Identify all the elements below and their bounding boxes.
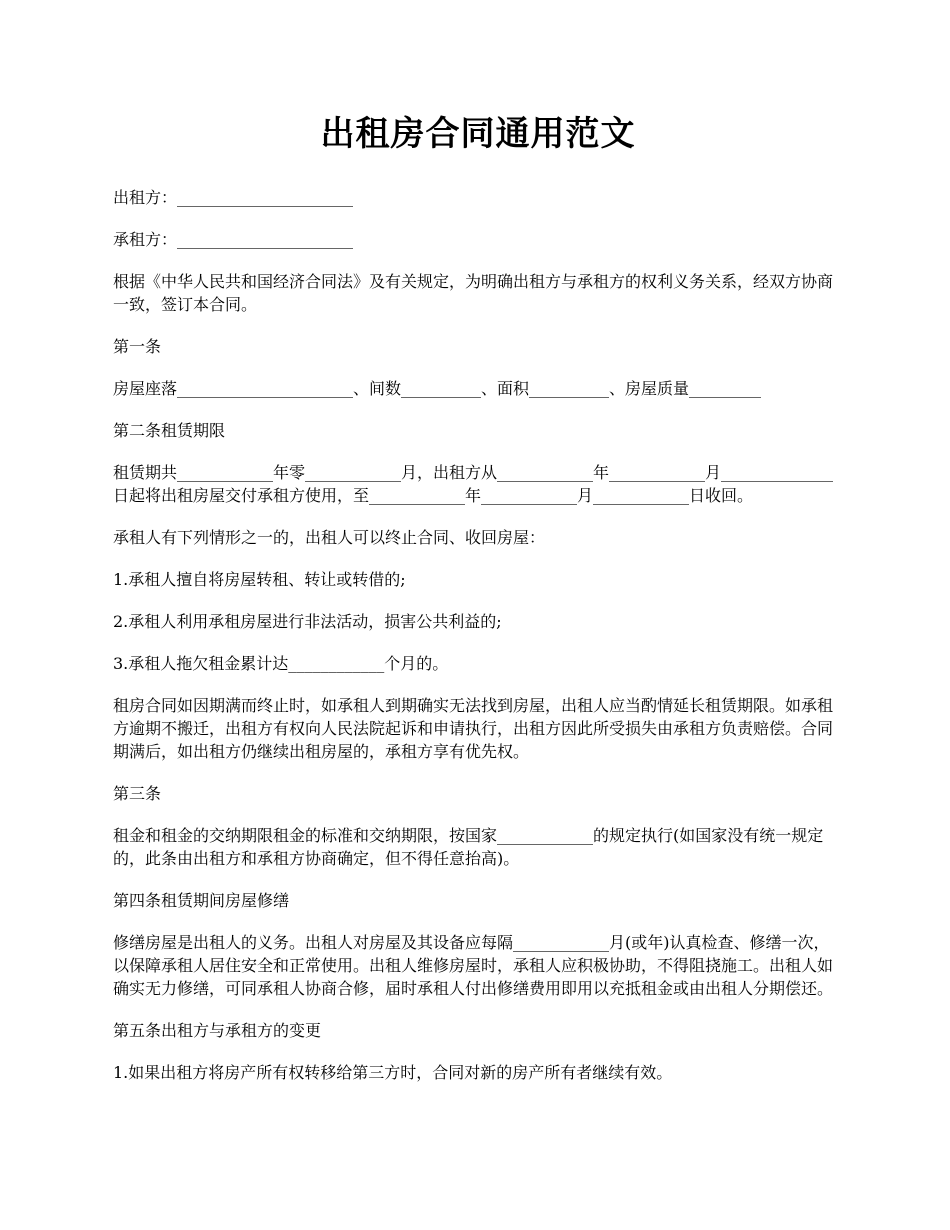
expiry-paragraph: 租房合同如因期满而终止时，如承租人到期确实无法找到房屋，出租人应当酌情延长租赁期限。如承租方逾期不搬迁，出租方有权向人民法院起诉和申请执行，出租方因此所受损失由承租方负责赔偿。合同期满后，如出租方仍继续出租房屋的，承租方享有优先权。 [113, 696, 834, 761]
repair-paragraph: 修缮房屋是出租人的义务。出租人对房屋及其设备应每隔____________月(或年)认真检查、修缮一次，以保障承租人居住安全和正常使用。出租人维修房屋时，承租人应积极协助，不得阻挠施工。出租人如确实无力修缮，可同承租人协商合修，届时承租人付出修缮费用即用以充抵租金或由出租人分期偿还。 [113, 933, 834, 998]
change-clause-1: 1.如果出租方将房产所有权转移给第三方时，合同对新的房产所有者继续有效。 [113, 1063, 673, 1082]
document-page [113, 108, 843, 1103]
lease-term-paragraph: 租赁期共____________年零____________月，出租方从____________年____________月______________日起将出租房屋交付承租方使用，至____________年____________月____________日收回。 [113, 463, 834, 505]
termination-conditions-intro: 承租人有下列情形之一的，出租人可以终止合同、收回房屋： [113, 528, 546, 547]
termination-condition-2: 2.承租人利用承租房屋进行非法活动，损害公共利益的; [113, 612, 502, 631]
article-1-property-details: 房屋座落______________________、间数__________、面积__________、房屋质量_________ [113, 379, 762, 398]
lessee-line: 承租方：______________________ [113, 230, 354, 249]
preamble-paragraph: 根据《中华人民共和国经济合同法》及有关规定，为明确出租方与承租方的权利义务关系，经双方协商一致，签订本合同。 [113, 272, 834, 314]
article-5-heading: 第五条出租方与承租方的变更 [113, 1021, 322, 1040]
lessor-line: 出租方：______________________ [113, 188, 354, 207]
termination-condition-1: 1.承租人擅自将房屋转租、转让或转借的; [113, 570, 406, 589]
article-1-heading: 第一条 [113, 337, 162, 356]
termination-condition-3: 3.承租人拖欠租金累计达____________个月的。 [113, 654, 449, 673]
article-4-heading: 第四条租赁期间房屋修缮 [113, 891, 290, 910]
rent-paragraph: 租金和租金的交纳期限租金的标准和交纳期限，按国家____________的规定执行(如国家没有统一规定的，此条由出租方和承租方协商确定，但不得任意抬高)。 [113, 826, 824, 868]
document-title: 出租房合同通用范文 [320, 114, 636, 154]
article-2-heading: 第二条租赁期限 [113, 421, 226, 440]
article-3-heading: 第三条 [113, 784, 162, 803]
